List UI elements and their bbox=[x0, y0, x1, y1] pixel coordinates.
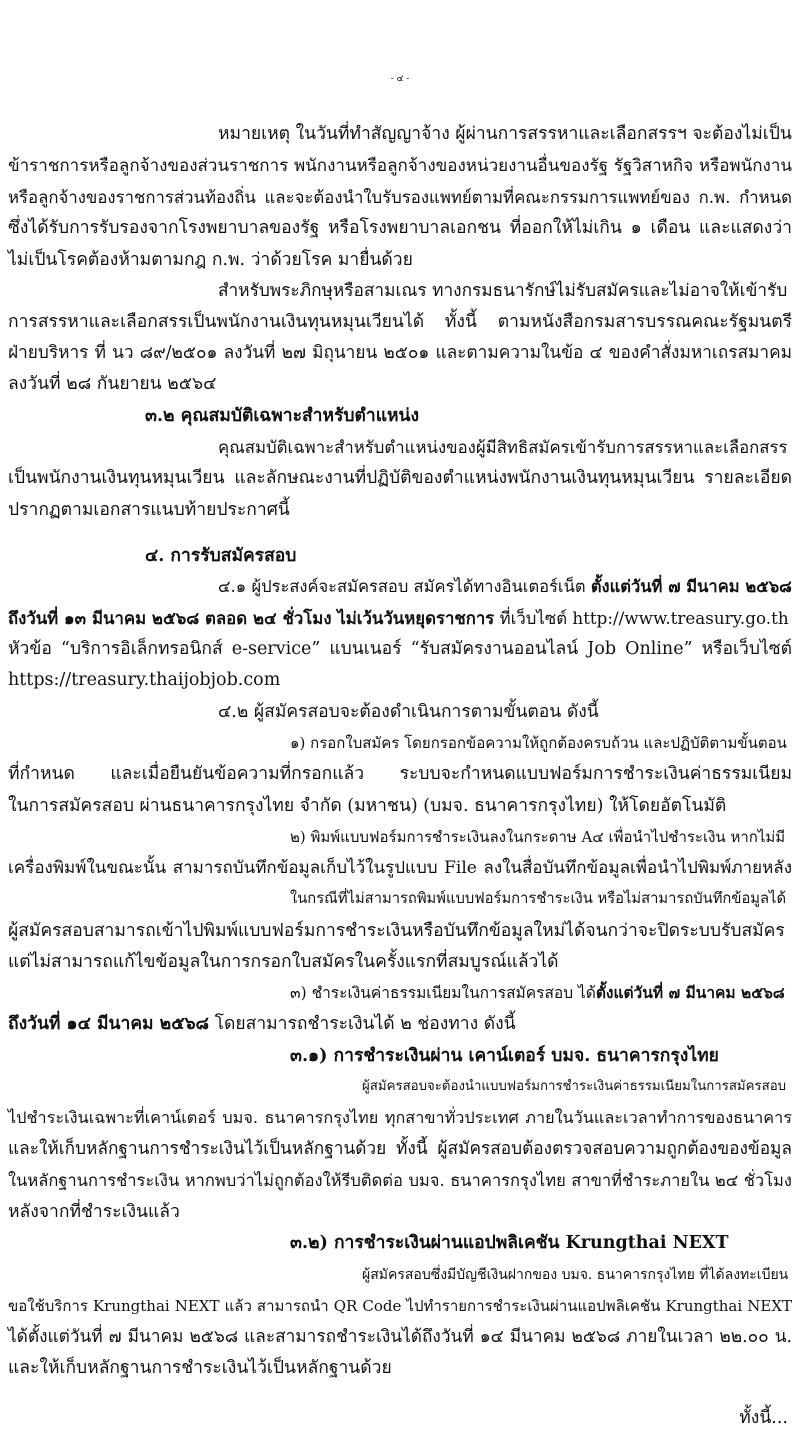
payment-3-2-line-1: ผู้สมัครสอบซึ่งมีบัญชีเงินฝากของ บมจ. ธนาคารกรุงไทย ที่ได้ลงทะเบียน bbox=[362, 1267, 789, 1283]
section-4-1-line-1 bbox=[218, 576, 792, 598]
step-2-line-1: ๒) พิมพ์แบบฟอร์มการชำระเงินลงในกระดาษ A๔ เพื่อนำไปชำระเงิน หากไม่มี bbox=[290, 828, 786, 846]
monk-line-4: ลงวันที่ ๒๘ กันยายน ๒๕๖๔ bbox=[8, 374, 217, 394]
step-3-line-1 bbox=[290, 982, 785, 1004]
step-3-line-2 bbox=[8, 1013, 516, 1035]
note-line-1: หมายเหตุ ในวันที่ทำสัญญาจ้าง ผู้ผ่านการสรรหาและเลือกสรรฯ จะต้องไม่เป็น bbox=[218, 124, 792, 144]
section-4-1-website: ที่เว็บไซต์ http://www.treasury.go.th bbox=[494, 608, 789, 628]
step-2-line-5: แต่ไม่สามารถแก้ไขข้อมูลในการกรอกใบสมัครในครั้งแรกที่สมบูรณ์แล้วได้ bbox=[8, 952, 559, 972]
payment-3-2-line-4: และให้เก็บหลักฐานการชำระเงินไว้เป็นหลักฐานด้วย bbox=[8, 1358, 392, 1378]
note-line-4: ซึ่งได้รับการรับรองจากโรงพยาบาลของรัฐ หรือโรงพยาบาลเอกชน ที่ออกให้ไม่เกิน ๑ เดือน และแสดงว่า bbox=[8, 218, 792, 238]
payment-3-1-line-4: ในหลักฐานการชำระเงิน หากพบว่าไม่ถูกต้องให้รีบติดต่อ บมจ. ธนาคารกรุงไทย สาขาที่ชำระภายใน ๒๔ ชั่วโมง bbox=[8, 1171, 792, 1190]
step-3-start-date: ตั้งแต่วันที่ ๗ มีนาคม ๒๕๖๘ bbox=[595, 983, 785, 1002]
page-number: - ๔ - bbox=[390, 74, 410, 84]
step-3-end-date: ถึงวันที่ ๑๔ มีนาคม ๒๕๖๘ bbox=[8, 1014, 210, 1034]
payment-3-2-line-2: ขอใช้บริการ Krungthai NEXT แล้ว สามารถนำ QR Code ไปทำรายการชำระเงินผ่านแอปพลิเคชัน Krungthai NEXT bbox=[8, 1297, 792, 1315]
section-3-2-line-1: คุณสมบัติเฉพาะสำหรับตำแหน่งของผู้มีสิทธิสมัครเข้ารับการสรรหาและเลือกสรร bbox=[218, 437, 788, 457]
section-3-2-line-3: ปรากฏตามเอกสารแนบท้ายประกาศนี้ bbox=[8, 500, 290, 520]
step-2-line-3: ในกรณีที่ไม่สามารถพิมพ์แบบฟอร์มการชำระเงิน หรือไม่สามารถบันทึกข้อมูลได้ bbox=[290, 890, 787, 907]
note-line-3: หรือลูกจ้างของราชการส่วนท้องถิ่น และจะต้องนำใบรับรองแพทย์ตามที่คณะกรรมการแพทย์ของ ก.พ. กำหนด bbox=[8, 187, 792, 207]
step-1-line-1: ๑) กรอกใบสมัคร โดยกรอกข้อความให้ถูกต้องครบถ้วน และปฏิบัติตามขั้นตอน bbox=[290, 734, 787, 752]
payment-3-1-heading: ๓.๑) การชำระเงินผ่าน เคาน์เตอร์ บมจ. ธนาคารกรุงไทย bbox=[290, 1046, 719, 1066]
note-line-5: ไม่เป็นโรคต้องห้ามตามกฎ ก.พ. ว่าด้วยโรค มายื่นด้วย bbox=[8, 250, 413, 270]
section-3-2-line-2: เป็นพนักงานเงินทุนหมุนเวียน และลักษณะงานที่ปฏิบัติของตำแหน่งพนักงานเงินทุนหมุนเวียน รายละเอียด bbox=[8, 468, 792, 488]
section-3-2-heading: ๓.๒ คุณสมบัติเฉพาะสำหรับตำแหน่ง bbox=[145, 406, 420, 426]
payment-3-2-heading: ๓.๒) การชำระเงินผ่านแอปพลิเคชัน Krungthai NEXT bbox=[290, 1233, 729, 1253]
payment-3-2-line-3: ได้ตั้งแต่วันที่ ๗ มีนาคม ๒๕๖๘ และสามารถชำระเงินได้ถึงวันที่ ๑๔ มีนาคม ๒๕๖๘ ภายในเวลา ๒๒.๐๐ น. bbox=[8, 1327, 792, 1347]
step-2-line-2: เครื่องพิมพ์ในขณะนั้น สามารถบันทึกข้อมูลเก็บไว้ในรูปแบบ File ลงในสื่อบันทึกข้อมูลเพื่อนำไปพิมพ์ภายหลัง bbox=[8, 858, 792, 878]
payment-3-1-line-3: และให้เก็บหลักฐานการชำระเงินไว้เป็นหลักฐานด้วย ทั้งนี้ ผู้สมัครสอบต้องตรวจสอบความถูกต้องของข้อมูล bbox=[8, 1139, 792, 1159]
monk-line-2: การสรรหาและเลือกสรรเป็นพนักงานเงินทุนหมุนเวียนได้ ทั้งนี้ ตามหนังสือกรมสารบรรณคณะรัฐมนตรี bbox=[8, 312, 792, 332]
section-4-1-line-3: หัวข้อ “บริการอิเล็กทรอนิกส์ e-service” แบนเนอร์ “รับสมัครงานออนไลน์ Job Online” หรือเว็บไซต์ bbox=[8, 639, 792, 659]
step-3-text: ๓) ชำระเงินค่าธรรมเนียมในการสมัครสอบ ได้ bbox=[290, 984, 596, 1002]
section-4-1-line-2 bbox=[8, 607, 789, 629]
payment-3-1-line-5: หลังจากที่ชำระเงินแล้ว bbox=[8, 1202, 180, 1222]
section-4-1-url: https://treasury.thaijobjob.com bbox=[8, 670, 281, 690]
step-1-line-2: ที่กำหนด และเมื่อยืนยันข้อความที่กรอกแล้ว ระบบจะกำหนดแบบฟอร์มการชำระเงินค่าธรรมเนียม bbox=[8, 764, 792, 784]
monk-line-1: สำหรับพระภิกษุหรือสามเณร ทางกรมธนารักษ์ไม่รับสมัครและไม่อาจให้เข้ารับ bbox=[218, 281, 788, 301]
section-4-1-end-date: ถึงวันที่ ๑๓ มีนาคม ๒๕๖๘ ตลอด ๒๔ ชั่วโมง ไม่เว้นวันหยุดราชการ bbox=[8, 608, 495, 628]
step-1-line-3: ในการสมัครสอบ ผ่านธนาคารกรุงไทย จำกัด (มหาชน) (บมจ. ธนาคารกรุงไทย) ให้โดยอัตโนมัติ bbox=[8, 796, 727, 816]
section-4-heading: ๔. การรับสมัครสอบ bbox=[145, 546, 297, 566]
monk-line-3: ฝ่ายบริหาร ที่ นว ๘๙/๒๕๐๑ ลงวันที่ ๒๗ มิถุนายน ๒๕๐๑ และตามความในข้อ ๔ ของคำสั่งมหาเถรสมาคม bbox=[8, 343, 792, 363]
section-4-1-start-date: ตั้งแต่วันที่ ๗ มีนาคม ๒๕๖๘ bbox=[590, 577, 792, 596]
step-3-channels: โดยสามารถชำระเงินได้ ๒ ช่องทาง ดังนี้ bbox=[209, 1014, 516, 1034]
payment-3-1-line-1: ผู้สมัครสอบจะต้องนำแบบฟอร์มการชำระเงินค่าธรรมเนียมในการสมัครสอบ bbox=[362, 1079, 787, 1094]
step-2-line-4: ผู้สมัครสอบสามารถเข้าไปพิมพ์แบบฟอร์มการชำระเงินหรือบันทึกข้อมูลใหม่ได้จนกว่าจะปิดระบบรับสมัคร bbox=[8, 921, 785, 941]
continued-marker: ทั้งนี้... bbox=[739, 1408, 788, 1428]
note-line-2: ข้าราชการหรือลูกจ้างของส่วนราชการ พนักงานหรือลูกจ้างของหน่วยงานอื่นของรัฐ รัฐวิสาหกิจ หรือพนักงาน bbox=[8, 156, 792, 176]
section-4-1-text: ๔.๑ ผู้ประสงค์จะสมัครสอบ สมัครได้ทางอินเตอร์เน็ต bbox=[218, 577, 591, 596]
section-4-2-heading: ๔.๒ ผู้สมัครสอบจะต้องดำเนินการตามขั้นตอน ดังนี้ bbox=[218, 702, 599, 722]
payment-3-1-line-2: ไปชำระเงินเฉพาะที่เคาน์เตอร์ บมจ. ธนาคารกรุงไทย ทุกสาขาทั่วประเทศ ภายในวันและเวลาทำการของธนาคาร bbox=[8, 1108, 792, 1127]
